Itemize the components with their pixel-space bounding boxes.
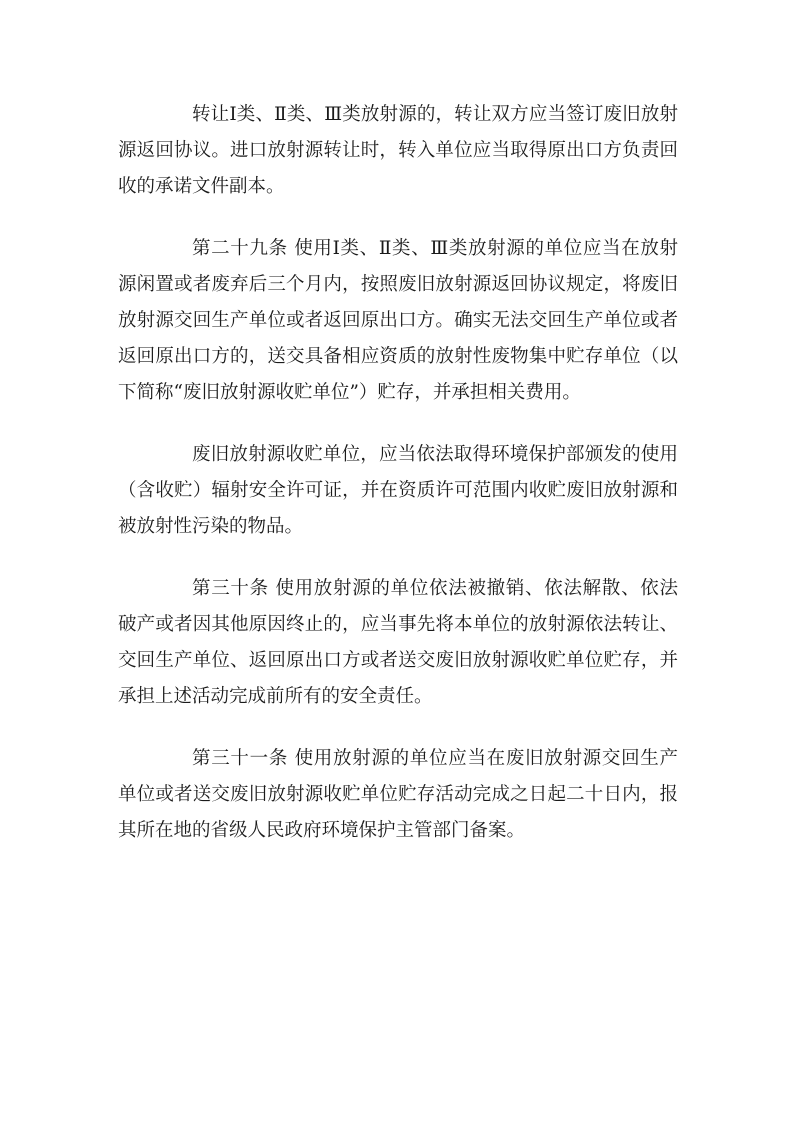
document-body xyxy=(118,97,678,875)
paragraph-storage-unit: 废旧放射源收贮单位，应当依法取得环境保护部颁发的使用（含收贮）辐射安全许可证，并在资质许可范围内收贮废旧放射源和被放射性污染的物品。 xyxy=(118,444,678,537)
paragraph-transfer-agreement: 转让Ⅰ类、Ⅱ类、Ⅲ类放射源的，转让双方应当签订废旧放射源返回协议。进口放射源转让时，转入单位应当取得原出口方负责回收的承诺文件副本。 xyxy=(118,104,678,197)
paragraph-article-31: 第三十一条 使用放射源的单位应当在废旧放射源交回生产单位或者送交废旧放射源收贮单位贮存活动完成之日起二十日内，报其所在地的省级人民政府环境保护主管部门备案。 xyxy=(118,748,678,841)
paragraph-article-30: 第三十条 使用放射源的单位依法被撤销、依法解散、依法破产或者因其他原因终止的，应当事先将本单位的放射源依法转让、交回生产单位、返回原出口方或者送交废旧放射源收贮单位贮存，并承担上述活动完成前所有的安全责任。 xyxy=(118,578,678,707)
paragraph-article-29: 第二十九条 使用Ⅰ类、Ⅱ类、Ⅲ类放射源的单位应当在放射源闲置或者废弃后三个月内，按照废旧放射源返回协议规定，将废旧放射源交回生产单位或者返回原出口方。确实无法交回生产单位或者返回原出口方的，送交具备相应资质的放射性废物集中贮存单位（以下简称“废旧放射源收贮单位”）贮存，并承担相关费用。 xyxy=(118,238,678,403)
